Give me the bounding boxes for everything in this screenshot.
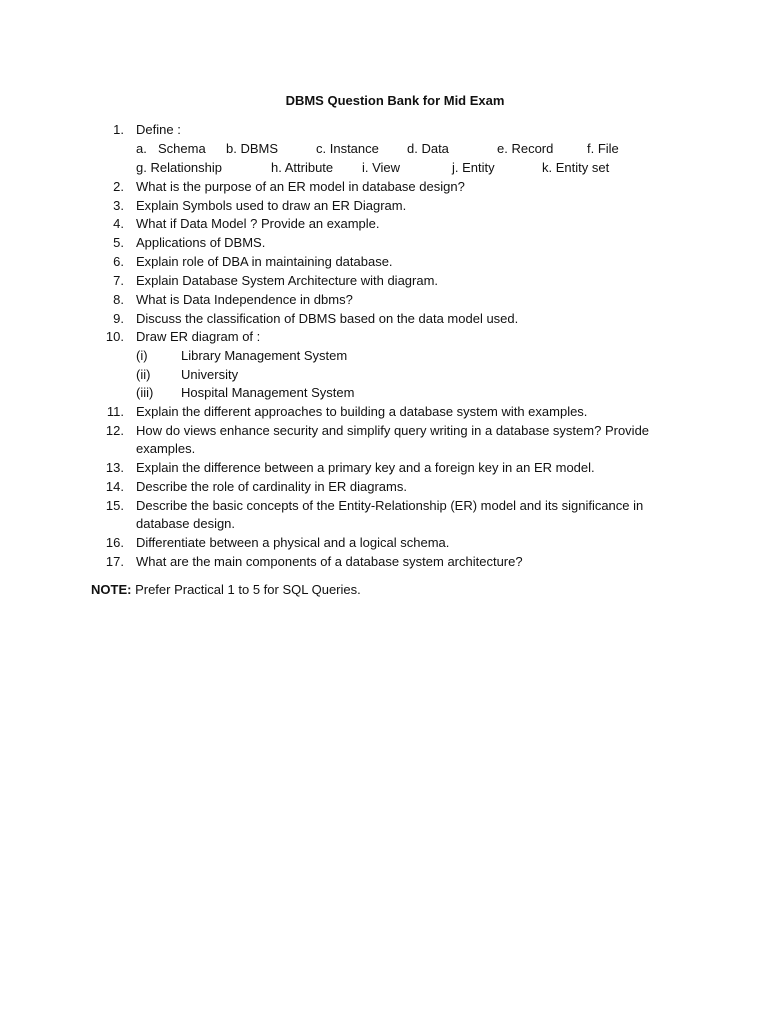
note-label: NOTE: <box>91 582 132 597</box>
term-attribute: h. Attribute <box>271 160 334 175</box>
question-number: 10. <box>105 329 124 344</box>
term-instance: c. Instance <box>316 141 379 156</box>
question-number: 2. <box>113 179 124 194</box>
question-number: 15. <box>105 498 124 513</box>
sub-item-text: Library Management System <box>181 348 348 363</box>
question-number: 3. <box>113 198 124 213</box>
term-entity-set: k. Entity set <box>542 160 610 175</box>
question-number: 14. <box>105 479 124 494</box>
sub-item-number: (iii) <box>136 385 154 400</box>
term-data: d. Data <box>407 141 449 156</box>
question-number: 12. <box>105 423 124 438</box>
question-text: Describe the role of cardinality in ER diagrams. <box>136 479 407 494</box>
question-text: Explain Database System Architecture with diagram. <box>136 273 439 288</box>
question-text: Discuss the classification of DBMS based on the data model used. <box>136 311 519 326</box>
question-text: Explain Symbols used to draw an ER Diagram. <box>136 198 407 213</box>
question-number: 11. <box>106 404 124 419</box>
term-file: f. File <box>587 141 619 156</box>
sub-item-text: University <box>181 367 239 382</box>
question-text: What if Data Model ? Provide an example. <box>136 216 380 231</box>
question-number: 5. <box>113 235 124 250</box>
question-number: 6. <box>113 254 124 269</box>
question-text: Explain the difference between a primary key and a foreign key in an ER model. <box>136 460 595 475</box>
question-text: Describe the basic concepts of the Entity-Relationship (ER) model and its significance in <box>136 498 644 513</box>
page-title: DBMS Question Bank for Mid Exam <box>285 93 505 108</box>
question-text: Applications of DBMS. <box>136 235 266 250</box>
question-number: 13. <box>105 460 124 475</box>
question-text: What are the main components of a database system architecture? <box>136 554 523 569</box>
question-number: 4. <box>113 216 124 231</box>
question-text: How do views enhance security and simplify query writing in a database system? Provide <box>136 423 650 438</box>
sub-item-number: (ii) <box>136 367 151 382</box>
note <box>91 582 361 597</box>
sub-item-number: (i) <box>136 348 148 363</box>
question-text: Define : <box>136 122 181 137</box>
question-number: 7. <box>113 273 124 288</box>
term-dbms: b. DBMS <box>226 141 279 156</box>
question-text: examples. <box>136 441 196 456</box>
question-text: What is the purpose of an ER model in database design? <box>136 179 465 194</box>
term-relationship: g. Relationship <box>136 160 222 175</box>
sub-item-text: Hospital Management System <box>181 385 355 400</box>
question-text: Differentiate between a physical and a logical schema. <box>136 535 450 550</box>
term-schema: Schema <box>158 141 206 156</box>
note-text: Prefer Practical 1 to 5 for SQL Queries. <box>131 582 361 597</box>
question-number: 8. <box>113 292 124 307</box>
question-text: Draw ER diagram of : <box>136 329 261 344</box>
question-text: Explain the different approaches to building a database system with examples. <box>136 404 588 419</box>
term-record: e. Record <box>497 141 554 156</box>
term-marker: a. <box>136 141 147 156</box>
question-number: 9. <box>113 311 124 326</box>
question-number: 16. <box>105 535 124 550</box>
question-text: Explain role of DBA in maintaining database. <box>136 254 393 269</box>
term-entity: j. Entity <box>452 160 495 175</box>
question-number: 1. <box>113 122 124 137</box>
term-view: i. View <box>362 160 401 175</box>
question-text: database design. <box>136 516 236 531</box>
question-number: 17. <box>105 554 124 569</box>
question-text: What is Data Independence in dbms? <box>136 292 353 307</box>
